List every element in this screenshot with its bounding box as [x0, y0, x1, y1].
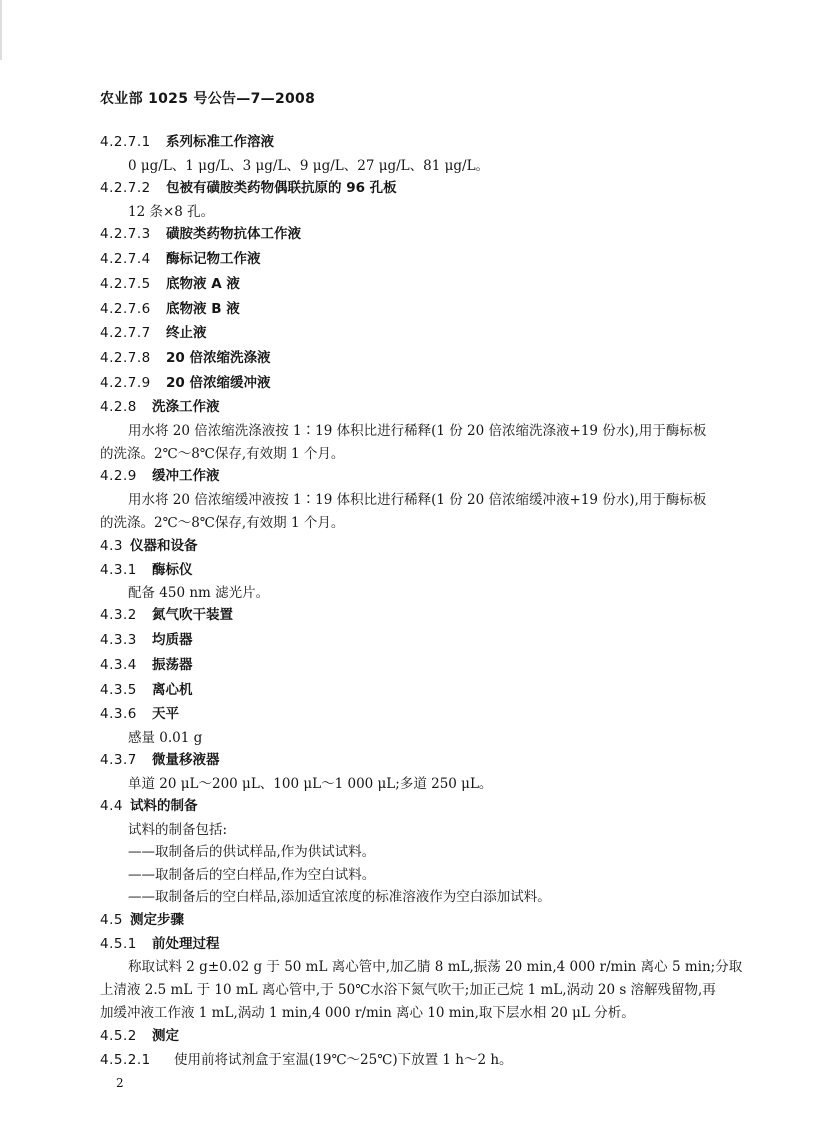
section-title: 20 倍浓缩洗涤液: [166, 350, 271, 366]
scan-edge-mark: [0, 0, 2, 60]
section-number: 4.2.7.1: [100, 134, 151, 150]
body-text: 12 条×8 孔。: [128, 204, 215, 220]
section-title: 系列标准工作溶液: [166, 134, 274, 150]
line-4-3-1: [100, 561, 193, 579]
section-number: 4.2.7.7: [100, 325, 151, 341]
section-title: 终止液: [166, 325, 207, 341]
section-title: 缓冲工作液: [152, 468, 220, 484]
line-4-2-7-4: [100, 250, 261, 268]
line-4-3-7: [100, 751, 220, 769]
section-title: 酶标仪: [152, 562, 193, 578]
section-number: 4.2.7.8: [100, 350, 151, 366]
section-number: 4.3.1: [100, 562, 137, 578]
section-number: 4.5.1: [100, 936, 137, 952]
line-4-2-8: [100, 398, 220, 416]
line-4-3: [100, 537, 198, 555]
section-title: 酶标记物工作液: [166, 251, 261, 267]
body-text: 用水将 20 倍浓缩洗涤液按 1∶19 体积比进行稀释(1 份 20 倍浓缩洗涤液+19 份水),用于酶标板: [128, 423, 707, 439]
section-number: 4.5.2: [100, 1028, 137, 1044]
section-title: 底物液 B 液: [166, 301, 240, 317]
section-number: 4.3.6: [100, 706, 137, 722]
section-title: 包被有磺胺类药物偶联抗原的 96 孔板: [166, 180, 397, 196]
line-4-5-2-1: [100, 1051, 513, 1069]
section-number: 4.2.7.9: [100, 375, 151, 391]
section-number: 4.4: [100, 798, 123, 814]
section-number: 4.2.8: [100, 399, 137, 415]
line-4-2-7-6: [100, 300, 240, 318]
body-text: 上清液 2.5 mL 于 10 mL 离心管中,于 50℃水浴下氮气吹干;加正己烷 1 mL,涡动 20 s 溶解残留物,再: [100, 982, 716, 998]
section-number: 4.3.5: [100, 682, 137, 698]
page-number: 2: [116, 1076, 124, 1090]
line-4-4: [100, 797, 198, 815]
section-number: 4.2.7.3: [100, 226, 151, 242]
body-text: 感量 0.01 g: [128, 730, 203, 746]
section-number: 4.2.7.2: [100, 180, 151, 196]
section-number: 4.3.4: [100, 657, 137, 673]
section-number: 4.3.7: [100, 752, 137, 768]
section-number: 4.3: [100, 538, 123, 554]
line-4-3-2: [100, 606, 233, 624]
section-title: 天平: [152, 706, 179, 722]
line-4-5-2: [100, 1027, 179, 1045]
section-title: 底物液 A 液: [166, 276, 240, 292]
body-text: 加缓冲液工作液 1 mL,涡动 1 min,4 000 r/min 离心 10 min,取下层水相 20 μL 分析。: [100, 1005, 635, 1021]
line-4-2-7-5: [100, 275, 240, 293]
list-item: ——取制备后的空白样品,添加适宜浓度的标准溶液作为空白添加试料。: [128, 889, 551, 905]
section-number: 4.2.9: [100, 468, 137, 484]
line-4-5-1: [100, 935, 220, 953]
line-4-3-6: [100, 705, 179, 723]
list-item: ——取制备后的空白样品,作为空白试料。: [128, 867, 376, 883]
section-title: 测定步骤: [130, 912, 184, 928]
line-4-2-7-2: [100, 179, 397, 197]
section-number: 4.2.7.6: [100, 301, 151, 317]
section-title: 振荡器: [152, 657, 193, 673]
line-4-2-7-1: [100, 133, 274, 151]
body-text: 0 μg/L、1 μg/L、3 μg/L、9 μg/L、27 μg/L、81 μg/L。: [128, 158, 490, 174]
line-4-3-4: [100, 656, 193, 674]
body-text: 单道 20 μL～200 μL、100 μL～1 000 μL;多道 250 μL。: [128, 776, 493, 792]
body-text: 试料的制备包括:: [128, 822, 228, 838]
body-text: 称取试料 2 g±0.02 g 于 50 mL 离心管中,加乙腈 8 mL,振荡 20 min,4 000 r/min 离心 5 min;分取: [128, 959, 743, 975]
list-item: ——取制备后的供试样品,作为供试试料。: [128, 844, 376, 860]
section-title: 前处理过程: [152, 936, 220, 952]
section-text: 使用前将试剂盒于室温(19℃～25℃)下放置 1 h～2 h。: [174, 1052, 513, 1068]
line-4-2-7-7: [100, 324, 207, 342]
section-number: 4.2.7.5: [100, 276, 151, 292]
body-text: 用水将 20 倍浓缩缓冲液按 1∶19 体积比进行稀释(1 份 20 倍浓缩缓冲液+19 份水),用于酶标板: [128, 492, 707, 508]
line-4-3-5: [100, 681, 193, 699]
section-title: 20 倍浓缩缓冲液: [166, 375, 271, 391]
section-number: 4.3.3: [100, 632, 137, 648]
section-title: 离心机: [152, 682, 193, 698]
line-4-2-7-9: [100, 374, 271, 392]
section-number: 4.2.7.4: [100, 251, 151, 267]
line-4-2-7-3: [100, 225, 301, 243]
body-text: 的洗涤。2℃～8℃保存,有效期 1 个月。: [100, 446, 345, 462]
body-text: 配备 450 nm 滤光片。: [128, 585, 270, 601]
line-4-2-9: [100, 467, 220, 485]
section-title: 氮气吹干装置: [152, 607, 233, 623]
section-title: 微量移液器: [152, 752, 220, 768]
section-title: 试料的制备: [130, 798, 198, 814]
body-text: 的洗涤。2℃～8℃保存,有效期 1 个月。: [100, 515, 345, 531]
line-4-2-7-8: [100, 349, 271, 367]
line-4-5: [100, 911, 184, 929]
section-title: 洗涤工作液: [152, 399, 220, 415]
line-4-3-3: [100, 631, 193, 649]
section-title: 仪器和设备: [130, 538, 198, 554]
section-title: 测定: [152, 1028, 179, 1044]
section-number: 4.3.2: [100, 607, 137, 623]
section-number: 4.5: [100, 912, 123, 928]
section-title: 均质器: [152, 632, 193, 648]
section-title: 磺胺类药物抗体工作液: [166, 226, 301, 242]
section-number: 4.5.2.1: [100, 1052, 151, 1068]
page-header: 农业部 1025 号公告—7—2008: [100, 91, 316, 107]
